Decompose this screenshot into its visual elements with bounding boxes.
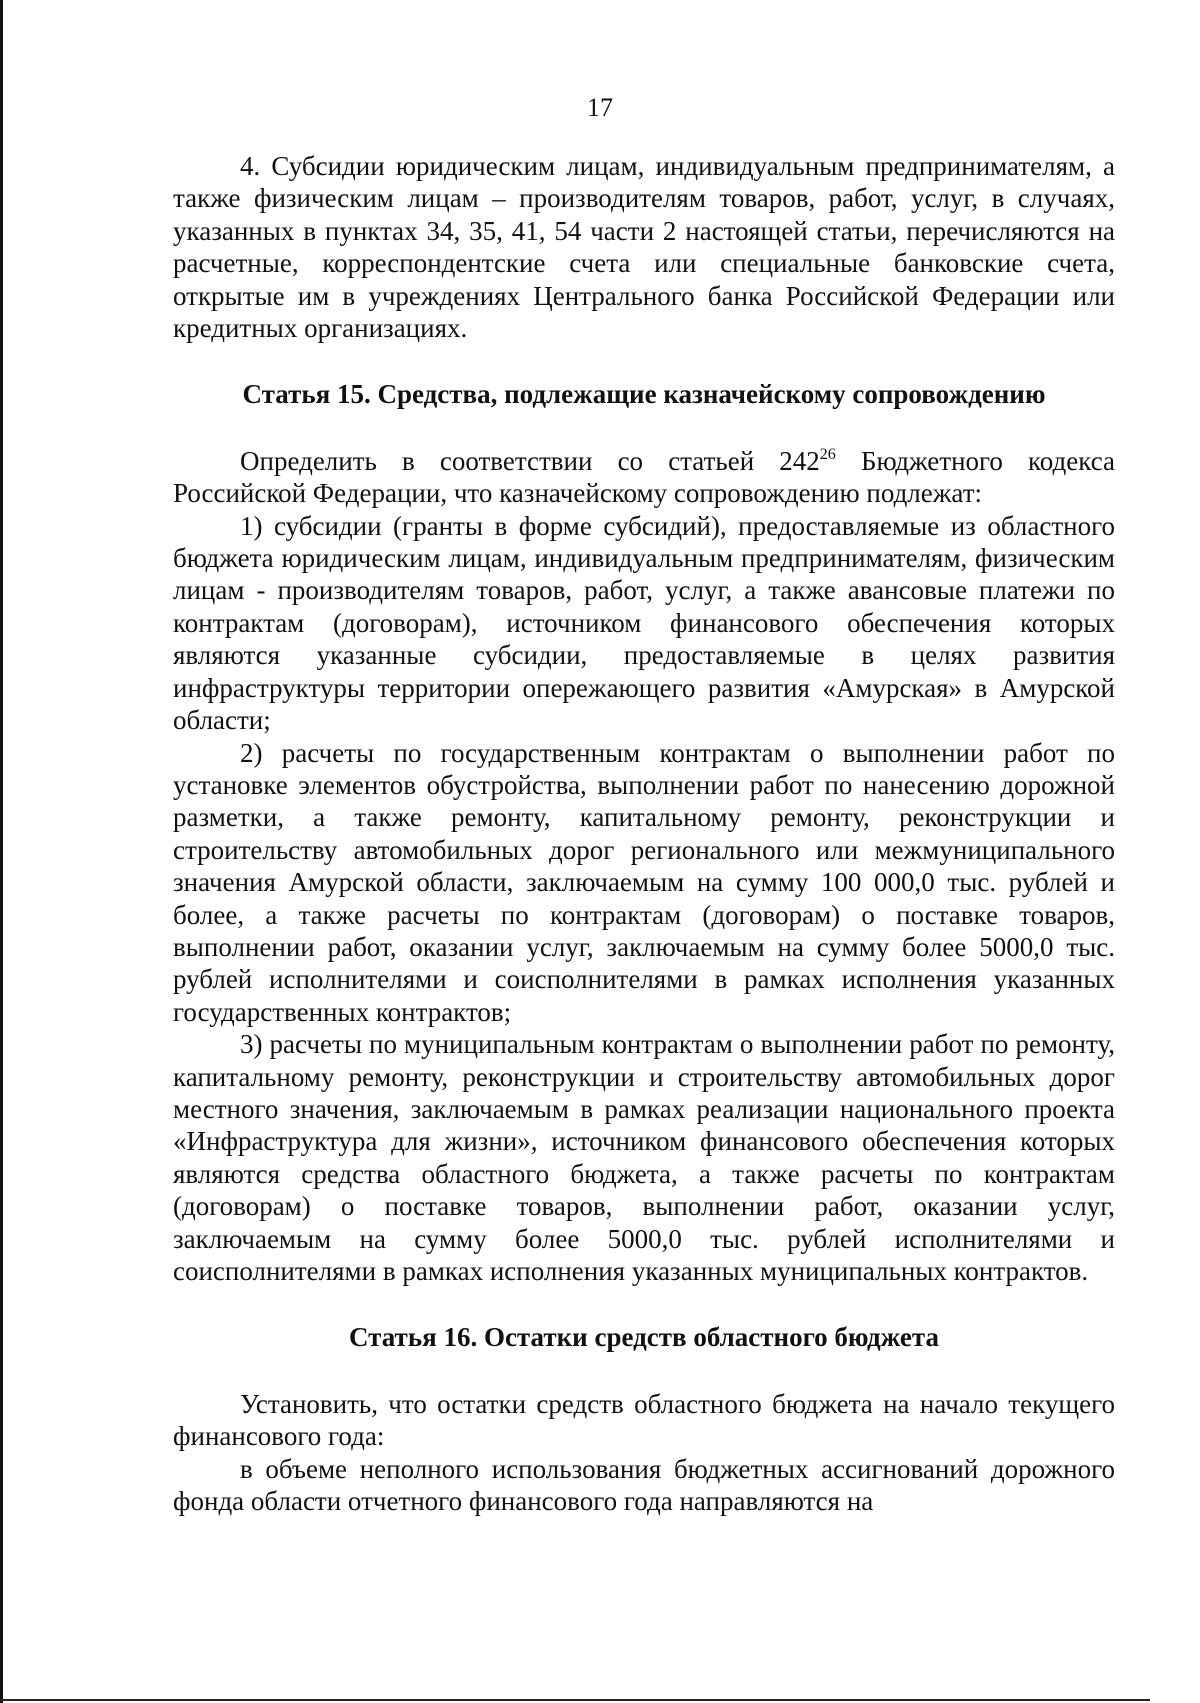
scan-edge-bottom (0, 1699, 1150, 1701)
paragraph-4: 4. Субсидии юридическим лицам, индивидуальным предпринимателям, а также физическим лицам – производителям товаров, работ, услуг, в случаях, указанных в пунктах 34, 35, 41, 54 части 2 настоящей статьи, перечисляются на расчетные, корреспондентские счета или специальные банковские счета, открытые им в учреждениях Центрального банка Российской Федерации или кредитных организациях. (173, 151, 1115, 344)
article-16-heading: Статья 16. Остатки средств областного бюджета (349, 1322, 939, 1353)
article-16-intro: Установить, что остатки средств областного бюджета на начало текущего финансового года: (173, 1388, 1115, 1452)
article-15-intro-superscript: 26 (819, 445, 836, 463)
article-15-item-1: 1) субсидии (гранты в форме субсидий), предоставляемые из областного бюджета юридическим лицам, индивидуальным предпринимателям, физическим лицам - производителям товаров, работ, услуг, а также авансовые платежи по контрактам (договорам), источником финансового обеспечения которых являются указанные субсидии, предоставляемые в целях развития инфраструктуры территории опережающего развития «Амурская» в Амурской области; (173, 510, 1115, 736)
article-15-intro (173, 445, 1115, 510)
article-15-item-2: 2) расчеты по государственным контрактам о выполнении работ по установке элементов обустройства, выполнении работ по нанесению дорожной разметки, а также ремонту, капитальному ремонту, реконструкции и строительству автомобильных дорог регионального или межмуниципального значения Амурской области, заключаемым на сумму 100 000,0 тыс. рублей и более, а также расчеты по контрактам (договорам) о поставке товаров, выполнении работ, оказании услуг, заключаемым на сумму более 5000,0 тыс. рублей исполнителями и соисполнителями в рамках исполнения указанных государственных контрактов; (173, 737, 1115, 1027)
article-15-intro-end: Бюджетного кодекса Российской Федерации, что казначейскому сопровождению подлежат: (173, 445, 1115, 509)
page-number: 17 (587, 93, 613, 122)
scan-edge-left (0, 0, 3, 1703)
article-15-heading: Статья 15. Средства, подлежащие казначейскому сопровождению (242, 379, 1046, 410)
article-15-intro-start: Определить в соответствии со статьей 242 (240, 445, 820, 476)
article-15-item-3: 3) расчеты по муниципальным контрактам о выполнении работ по ремонту, капитальному ремонту, реконструкции и строительству автомобильных дорог местного значения, заключаемым в рамках реализации национального проекта «Инфраструктура для жизни», источником финансового обеспечения которых являются средства областного бюджета, а также расчеты по контрактам (договорам) о поставке товаров, выполнении работ, оказании услуг, заключаемым на сумму более 5000,0 тыс. рублей исполнителями и соисполнителями в рамках исполнения указанных муниципальных контрактов. (173, 1029, 1115, 1286)
document-body (173, 150, 1115, 1517)
article-16-item-start: в объеме неполного использования бюджетных ассигнований дорожного фонда области отчетного финансового года направляются на (173, 1453, 1115, 1517)
